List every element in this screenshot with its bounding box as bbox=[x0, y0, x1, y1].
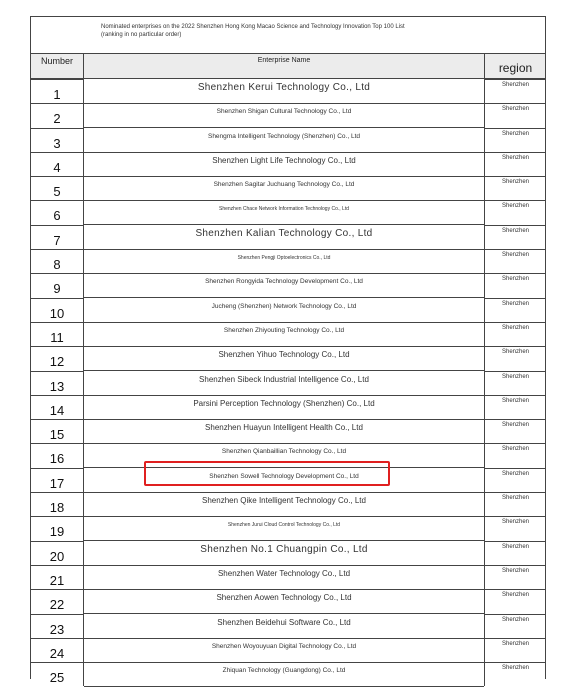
row-region: Shenzhen bbox=[484, 249, 546, 273]
row-region: Shenzhen bbox=[484, 298, 546, 322]
document-title bbox=[31, 17, 545, 54]
table-row bbox=[31, 79, 545, 103]
enterprise-name: Shengma Intelligent Technology (Shenzhen) Co., Ltd bbox=[207, 132, 360, 140]
enterprise-name: Shenzhen Huayun Intelligent Health Co., Ltd bbox=[205, 423, 363, 433]
table-row bbox=[31, 395, 545, 419]
enterprise-name: Shenzhen Zhiyouting Technology Co., Ltd bbox=[223, 326, 345, 334]
row-number: 11 bbox=[31, 322, 84, 346]
enterprise-name: Shenzhen Yihuo Technology Co., Ltd bbox=[218, 350, 350, 360]
row-region: Shenzhen bbox=[484, 152, 546, 176]
row-region: Shenzhen bbox=[484, 200, 546, 224]
enterprise-name: Shenzhen Sibeck Industrial Intelligence Co., Ltd bbox=[199, 374, 369, 384]
row-region: Shenzhen bbox=[484, 589, 546, 613]
title-text bbox=[101, 23, 491, 39]
row-region: Shenzhen bbox=[484, 371, 546, 395]
table-row bbox=[31, 298, 545, 322]
table-row bbox=[31, 200, 545, 224]
row-number: 21 bbox=[31, 565, 84, 589]
row-region: Shenzhen bbox=[484, 79, 546, 103]
enterprise-name: Shenzhen Pengji Optoelectronics Co., Ltd bbox=[237, 255, 331, 262]
row-number: 24 bbox=[31, 638, 84, 662]
row-number: 17 bbox=[31, 468, 84, 492]
row-number: 1 bbox=[31, 79, 84, 103]
row-number: 19 bbox=[31, 516, 84, 540]
enterprise-name: Shenzhen Sowell Technology Development Co., Ltd bbox=[209, 472, 359, 480]
enterprise-name: Shenzhen Qike Intelligent Technology Co., Ltd bbox=[202, 496, 366, 506]
table-row bbox=[31, 346, 545, 370]
enterprise-name: Shenzhen Light Life Technology Co., Ltd bbox=[212, 155, 356, 165]
table-body bbox=[31, 79, 545, 686]
table-row bbox=[31, 273, 545, 297]
enterprise-name: Shenzhen Qianbaillian Technology Co., Ltd bbox=[221, 448, 347, 456]
table-row bbox=[31, 516, 545, 540]
row-region: Shenzhen bbox=[484, 516, 546, 540]
row-number: 2 bbox=[31, 103, 84, 127]
table-row bbox=[31, 322, 545, 346]
row-region: Shenzhen bbox=[484, 419, 546, 443]
row-number: 23 bbox=[31, 614, 84, 638]
row-number: 22 bbox=[31, 589, 84, 613]
enterprise-name: Shenzhen Water Technology Co., Ltd bbox=[217, 568, 351, 578]
table-row bbox=[31, 371, 545, 395]
row-number: 6 bbox=[31, 200, 84, 224]
row-number: 18 bbox=[31, 492, 84, 516]
row-number: 16 bbox=[31, 443, 84, 467]
table-header bbox=[31, 54, 545, 79]
row-region: Shenzhen bbox=[484, 565, 546, 589]
enterprise-name: Jucheng (Shenzhen) Network Technology Co., Ltd bbox=[211, 302, 357, 310]
row-region: Shenzhen bbox=[484, 492, 546, 516]
enterprise-name: Shenzhen Chace Network Information Technology Co., Ltd bbox=[219, 206, 349, 213]
row-region: Shenzhen bbox=[484, 541, 546, 565]
table-row bbox=[31, 103, 545, 127]
table-row bbox=[31, 419, 545, 443]
enterprise-name: Shenzhen Jurui Cloud Control Technology Co., Ltd bbox=[227, 522, 341, 529]
row-region: Shenzhen bbox=[484, 346, 546, 370]
header-region: region bbox=[484, 54, 546, 78]
row-number: 13 bbox=[31, 371, 84, 395]
table-row bbox=[31, 249, 545, 273]
table-row bbox=[31, 225, 545, 249]
row-region: Shenzhen bbox=[484, 662, 546, 686]
row-region: Shenzhen bbox=[484, 614, 546, 638]
header-enterprise-name: Enterprise Name bbox=[257, 57, 311, 64]
enterprise-name: Shenzhen Rongyida Technology Development Co., Ltd bbox=[205, 278, 363, 286]
table-row bbox=[31, 614, 545, 638]
row-number: 8 bbox=[31, 249, 84, 273]
row-number: 25 bbox=[31, 662, 84, 686]
title-line-2: (ranking in no particular order) bbox=[101, 32, 182, 38]
row-region: Shenzhen bbox=[484, 273, 546, 297]
enterprise-name: Parsini Perception Technology (Shenzhen) Co., Ltd bbox=[193, 398, 375, 408]
row-region: Shenzhen bbox=[484, 128, 546, 152]
row-number: 15 bbox=[31, 419, 84, 443]
row-divider bbox=[84, 686, 484, 687]
enterprise-name: Shenzhen Woyouyuan Digital Technology Co., Ltd bbox=[211, 642, 357, 650]
table-row bbox=[31, 638, 545, 662]
row-number: 20 bbox=[31, 541, 84, 565]
row-region: Shenzhen bbox=[484, 103, 546, 127]
header-number: Number bbox=[31, 54, 84, 78]
row-number: 7 bbox=[31, 225, 84, 249]
row-number: 10 bbox=[31, 298, 84, 322]
row-number: 4 bbox=[31, 152, 84, 176]
enterprise-name: Shenzhen Aowen Technology Co., Ltd bbox=[216, 593, 352, 603]
enterprise-name: Shenzhen Beidehui Software Co., Ltd bbox=[217, 617, 351, 627]
highlight-box bbox=[144, 461, 390, 486]
table-row bbox=[31, 589, 545, 613]
row-region: Shenzhen bbox=[484, 176, 546, 200]
row-number: 14 bbox=[31, 395, 84, 419]
table-row bbox=[31, 128, 545, 152]
row-region: Shenzhen bbox=[484, 322, 546, 346]
row-region: Shenzhen bbox=[484, 638, 546, 662]
row-region: Shenzhen bbox=[484, 225, 546, 249]
enterprise-name: Shenzhen Shigan Cultural Technology Co., Ltd bbox=[216, 108, 352, 116]
table-row bbox=[31, 492, 545, 516]
enterprise-name: Zhiquan Technology (Guangdong) Co., Ltd bbox=[222, 667, 346, 675]
row-number: 3 bbox=[31, 128, 84, 152]
row-region: Shenzhen bbox=[484, 443, 546, 467]
enterprise-name: Shenzhen Kalian Technology Co., Ltd bbox=[195, 227, 373, 239]
title-line-1: Nominated enterprises on the 2022 Shenzhen Hong Kong Macao Science and Technology Innovation Top 100 List bbox=[101, 24, 405, 30]
table-row bbox=[31, 152, 545, 176]
enterprise-name: Shenzhen No.1 Chuangpin Co., Ltd bbox=[200, 543, 368, 555]
table-row bbox=[31, 662, 545, 686]
table-row bbox=[31, 176, 545, 200]
enterprise-name: Shenzhen Sagitar Juchuang Technology Co., Ltd bbox=[213, 181, 355, 189]
row-number: 12 bbox=[31, 346, 84, 370]
document-sheet bbox=[30, 16, 546, 686]
enterprise-name: Shenzhen Kerui Technology Co., Ltd bbox=[197, 82, 371, 93]
row-number: 5 bbox=[31, 176, 84, 200]
row-region: Shenzhen bbox=[484, 395, 546, 419]
table-row bbox=[31, 565, 545, 589]
row-number: 9 bbox=[31, 273, 84, 297]
row-region: Shenzhen bbox=[484, 468, 546, 492]
table-row bbox=[31, 541, 545, 565]
